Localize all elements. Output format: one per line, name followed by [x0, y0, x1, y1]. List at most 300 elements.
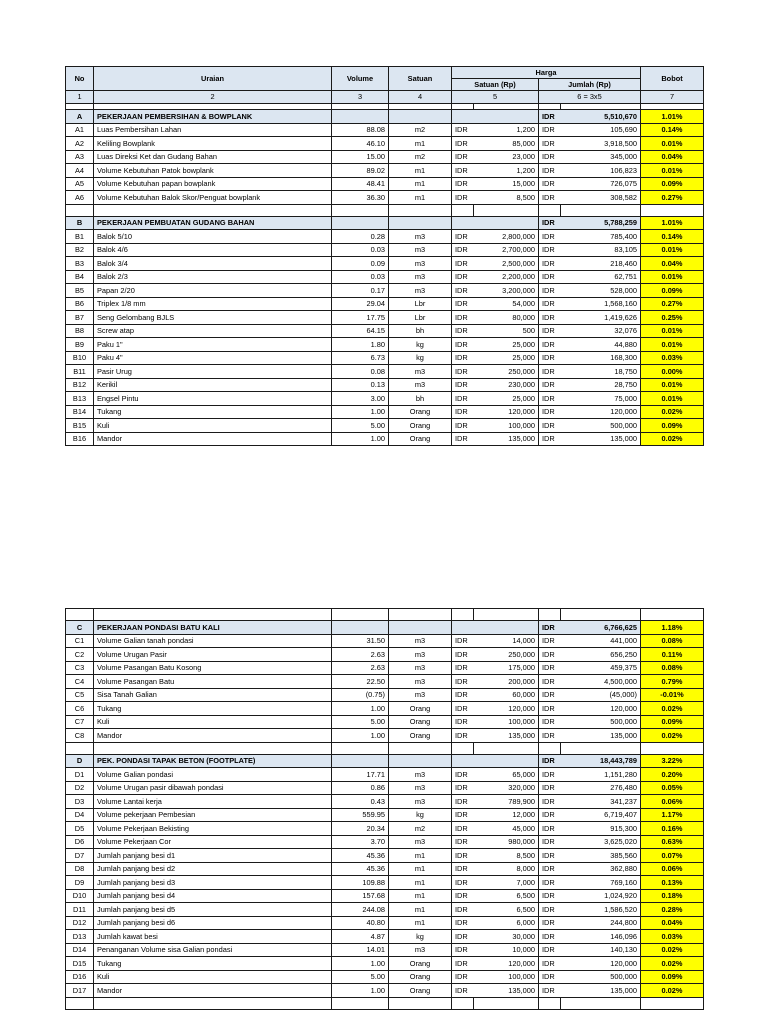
item-uraian: Pasir Urug — [94, 365, 332, 379]
empty-cell — [641, 204, 704, 216]
item-jumlah-currency: IDR — [539, 270, 561, 284]
item-volume: 1.00 — [332, 405, 389, 419]
item-satuan: m3 — [389, 284, 452, 298]
item-satuan: bh — [389, 324, 452, 338]
item-bobot: 0.04% — [641, 257, 704, 271]
item-harga-currency: IDR — [452, 419, 474, 433]
item-volume: 2.63 — [332, 661, 389, 675]
section-bobot: 3.22% — [641, 754, 704, 768]
empty-cell — [389, 204, 452, 216]
empty-cell — [561, 997, 641, 1009]
item-no: B12 — [66, 378, 94, 392]
empty-cell — [474, 742, 539, 754]
item-no: C2 — [66, 648, 94, 662]
item-harga-satuan: 8,000 — [474, 862, 539, 876]
item-satuan: m3 — [389, 943, 452, 957]
section-header-row — [66, 216, 704, 230]
item-volume: 0.13 — [332, 378, 389, 392]
item-jumlah: 385,560 — [561, 849, 641, 863]
item-harga-currency: IDR — [452, 648, 474, 662]
section-code: B — [66, 216, 94, 230]
item-satuan: m1 — [389, 916, 452, 930]
empty-cell — [66, 997, 94, 1009]
empty-cell — [332, 110, 389, 124]
item-harga-currency: IDR — [452, 702, 474, 716]
item-harga-satuan: 80,000 — [474, 311, 539, 325]
section-code: A — [66, 110, 94, 124]
item-satuan: m3 — [389, 768, 452, 782]
item-jumlah: 244,800 — [561, 916, 641, 930]
table-row — [66, 781, 704, 795]
item-no: B9 — [66, 338, 94, 352]
item-uraian: Jumlah panjang besi d3 — [94, 876, 332, 890]
item-harga-satuan: 6,500 — [474, 903, 539, 917]
item-uraian: Tukang — [94, 405, 332, 419]
section-currency: IDR — [539, 216, 561, 230]
item-jumlah-currency: IDR — [539, 419, 561, 433]
item-satuan: Orang — [389, 432, 452, 446]
item-harga-currency: IDR — [452, 768, 474, 782]
item-harga-satuan: 100,000 — [474, 715, 539, 729]
item-bobot: 0.02% — [641, 943, 704, 957]
empty-cell — [66, 742, 94, 754]
item-jumlah: 1,419,626 — [561, 311, 641, 325]
item-no: C5 — [66, 688, 94, 702]
item-no: B4 — [66, 270, 94, 284]
item-jumlah: 32,076 — [561, 324, 641, 338]
item-no: D15 — [66, 957, 94, 971]
item-bobot: 0.63% — [641, 835, 704, 849]
item-jumlah: 500,000 — [561, 419, 641, 433]
item-satuan: m3 — [389, 661, 452, 675]
item-volume: 15.00 — [332, 150, 389, 164]
table-row — [66, 768, 704, 782]
item-jumlah: 341,237 — [561, 795, 641, 809]
item-satuan: m1 — [389, 876, 452, 890]
table-row — [66, 729, 704, 743]
item-no: B6 — [66, 297, 94, 311]
item-jumlah-currency: IDR — [539, 338, 561, 352]
col-number: 7 — [641, 91, 704, 104]
empty-cell — [561, 742, 641, 754]
table-row — [66, 930, 704, 944]
item-harga-currency: IDR — [452, 889, 474, 903]
item-jumlah-currency: IDR — [539, 392, 561, 406]
item-jumlah: 168,300 — [561, 351, 641, 365]
item-satuan: m1 — [389, 889, 452, 903]
item-harga-satuan: 10,000 — [474, 943, 539, 957]
item-jumlah: 785,400 — [561, 230, 641, 244]
table-row — [66, 405, 704, 419]
item-bobot: 0.01% — [641, 243, 704, 257]
item-jumlah: 83,105 — [561, 243, 641, 257]
table-row — [66, 702, 704, 716]
item-harga-satuan: 8,500 — [474, 191, 539, 205]
item-harga-currency: IDR — [452, 365, 474, 379]
table-row — [66, 392, 704, 406]
item-bobot: 0.04% — [641, 150, 704, 164]
item-volume: 157.68 — [332, 889, 389, 903]
item-bobot: 0.14% — [641, 230, 704, 244]
item-harga-currency: IDR — [452, 243, 474, 257]
item-bobot: 0.07% — [641, 849, 704, 863]
table-row — [66, 984, 704, 998]
item-jumlah-currency: IDR — [539, 284, 561, 298]
item-no: D12 — [66, 916, 94, 930]
item-harga-satuan: 2,200,000 — [474, 270, 539, 284]
item-jumlah: 1,151,280 — [561, 768, 641, 782]
item-satuan: kg — [389, 351, 452, 365]
item-no: C6 — [66, 702, 94, 716]
item-satuan: m3 — [389, 688, 452, 702]
item-satuan: m3 — [389, 230, 452, 244]
table-row — [66, 164, 704, 178]
item-uraian: Volume Pekerjaan Cor — [94, 835, 332, 849]
col-header-satuan-rp: Satuan (Rp) — [452, 79, 539, 91]
item-harga-currency: IDR — [452, 311, 474, 325]
item-jumlah-currency: IDR — [539, 634, 561, 648]
item-harga-satuan: 320,000 — [474, 781, 539, 795]
item-uraian: Tukang — [94, 702, 332, 716]
section-bobot: 1.01% — [641, 110, 704, 124]
item-no: B15 — [66, 419, 94, 433]
item-jumlah-currency: IDR — [539, 916, 561, 930]
item-volume: 1.80 — [332, 338, 389, 352]
item-harga-currency: IDR — [452, 916, 474, 930]
item-harga-currency: IDR — [452, 191, 474, 205]
item-harga-currency: IDR — [452, 876, 474, 890]
item-satuan: Orang — [389, 970, 452, 984]
item-no: C1 — [66, 634, 94, 648]
item-jumlah-currency: IDR — [539, 862, 561, 876]
item-volume: 46.10 — [332, 137, 389, 151]
empty-cell — [332, 742, 389, 754]
item-uraian: Volume Urugan Pasir — [94, 648, 332, 662]
item-harga-satuan: 25,000 — [474, 351, 539, 365]
empty-cell — [452, 754, 474, 768]
item-volume: 0.08 — [332, 365, 389, 379]
item-bobot: 0.27% — [641, 297, 704, 311]
item-uraian: Sisa Tanah Galian — [94, 688, 332, 702]
item-harga-currency: IDR — [452, 984, 474, 998]
item-no: D7 — [66, 849, 94, 863]
empty-cell — [474, 621, 539, 635]
item-jumlah: 120,000 — [561, 957, 641, 971]
table-row — [66, 970, 704, 984]
item-jumlah-currency: IDR — [539, 781, 561, 795]
item-bobot: 0.02% — [641, 702, 704, 716]
item-bobot: 0.01% — [641, 324, 704, 338]
item-no: B16 — [66, 432, 94, 446]
item-jumlah: 105,690 — [561, 123, 641, 137]
item-bobot: 0.04% — [641, 916, 704, 930]
item-harga-satuan: 7,000 — [474, 876, 539, 890]
item-jumlah-currency: IDR — [539, 835, 561, 849]
item-harga-satuan: 3,200,000 — [474, 284, 539, 298]
item-uraian: Balok 2/3 — [94, 270, 332, 284]
item-jumlah: 656,250 — [561, 648, 641, 662]
section-currency: IDR — [539, 110, 561, 124]
item-uraian: Paku 1" — [94, 338, 332, 352]
table-row — [66, 365, 704, 379]
item-no: C4 — [66, 675, 94, 689]
item-bobot: 0.01% — [641, 378, 704, 392]
table-row — [66, 177, 704, 191]
item-jumlah: 769,160 — [561, 876, 641, 890]
item-jumlah-currency: IDR — [539, 715, 561, 729]
item-harga-satuan: 1,200 — [474, 123, 539, 137]
item-bobot: 0.00% — [641, 365, 704, 379]
item-jumlah: 120,000 — [561, 702, 641, 716]
item-bobot: 0.79% — [641, 675, 704, 689]
item-bobot: 0.13% — [641, 876, 704, 890]
item-harga-currency: IDR — [452, 150, 474, 164]
table-row — [66, 808, 704, 822]
table-row — [66, 835, 704, 849]
item-harga-satuan: 45,000 — [474, 822, 539, 836]
empty-cell — [389, 754, 452, 768]
item-volume: 0.86 — [332, 781, 389, 795]
item-no: D2 — [66, 781, 94, 795]
empty-cell — [389, 742, 452, 754]
item-harga-currency: IDR — [452, 297, 474, 311]
table-row — [66, 634, 704, 648]
item-no: D14 — [66, 943, 94, 957]
item-uraian: Balok 3/4 — [94, 257, 332, 271]
item-uraian: Mandor — [94, 984, 332, 998]
item-uraian: Kerikil — [94, 378, 332, 392]
col-header-volume: Volume — [332, 67, 389, 91]
item-jumlah-currency: IDR — [539, 351, 561, 365]
item-volume: 20.34 — [332, 822, 389, 836]
item-satuan: m2 — [389, 822, 452, 836]
item-bobot: 0.02% — [641, 405, 704, 419]
item-volume: 0.43 — [332, 795, 389, 809]
item-harga-satuan: 85,000 — [474, 137, 539, 151]
item-harga-currency: IDR — [452, 324, 474, 338]
item-volume: 45.36 — [332, 849, 389, 863]
table-row — [66, 324, 704, 338]
item-jumlah: 276,480 — [561, 781, 641, 795]
item-volume: 40.80 — [332, 916, 389, 930]
item-no: A2 — [66, 137, 94, 151]
item-no: B2 — [66, 243, 94, 257]
item-no: D11 — [66, 903, 94, 917]
item-jumlah-currency: IDR — [539, 191, 561, 205]
empty-cell — [332, 997, 389, 1009]
empty-cell — [94, 742, 332, 754]
item-satuan: m3 — [389, 243, 452, 257]
empty-cell — [539, 609, 561, 621]
empty-cell — [66, 609, 94, 621]
item-uraian: Tukang — [94, 957, 332, 971]
item-jumlah: 6,719,407 — [561, 808, 641, 822]
item-volume: 48.41 — [332, 177, 389, 191]
item-bobot: 0.02% — [641, 729, 704, 743]
item-satuan: bh — [389, 392, 452, 406]
table-row — [66, 311, 704, 325]
table-row — [66, 137, 704, 151]
table-row — [66, 270, 704, 284]
table-row — [66, 297, 704, 311]
empty-cell — [641, 609, 704, 621]
item-jumlah: 3,918,500 — [561, 137, 641, 151]
empty-cell — [641, 997, 704, 1009]
item-no: B8 — [66, 324, 94, 338]
item-harga-satuan: 100,000 — [474, 419, 539, 433]
item-bobot: 0.28% — [641, 903, 704, 917]
table-row — [66, 822, 704, 836]
item-uraian: Jumlah panjang besi d1 — [94, 849, 332, 863]
section-bobot: 1.18% — [641, 621, 704, 635]
item-uraian: Jumlah panjang besi d4 — [94, 889, 332, 903]
item-jumlah: 218,460 — [561, 257, 641, 271]
item-harga-currency: IDR — [452, 177, 474, 191]
item-uraian: Volume Galian tanah pondasi — [94, 634, 332, 648]
item-uraian: Jumlah panjang besi d6 — [94, 916, 332, 930]
item-satuan: Orang — [389, 984, 452, 998]
item-jumlah: 308,582 — [561, 191, 641, 205]
item-jumlah: 459,375 — [561, 661, 641, 675]
item-satuan: m3 — [389, 270, 452, 284]
section-header-row — [66, 754, 704, 768]
item-no: C8 — [66, 729, 94, 743]
item-bobot: 0.18% — [641, 889, 704, 903]
item-harga-currency: IDR — [452, 284, 474, 298]
item-uraian: Engsel Pintu — [94, 392, 332, 406]
item-uraian: Volume Kebutuhan papan bowplank — [94, 177, 332, 191]
col-number: 1 — [66, 91, 94, 104]
item-harga-satuan: 60,000 — [474, 688, 539, 702]
item-uraian: Triplex 1/8 mm — [94, 297, 332, 311]
item-satuan: Orang — [389, 419, 452, 433]
item-harga-currency: IDR — [452, 849, 474, 863]
item-volume: 89.02 — [332, 164, 389, 178]
item-uraian: Volume Urugan pasir dibawah pondasi — [94, 781, 332, 795]
item-jumlah-currency: IDR — [539, 324, 561, 338]
table-row — [66, 795, 704, 809]
section-header-row — [66, 110, 704, 124]
item-jumlah: 135,000 — [561, 984, 641, 998]
item-harga-satuan: 30,000 — [474, 930, 539, 944]
item-satuan: m3 — [389, 675, 452, 689]
item-harga-satuan: 135,000 — [474, 729, 539, 743]
empty-cell — [452, 997, 474, 1009]
item-uraian: Luas Direksi Ket dan Gudang Bahan — [94, 150, 332, 164]
item-uraian: Jumlah panjang besi d5 — [94, 903, 332, 917]
item-harga-satuan: 230,000 — [474, 378, 539, 392]
item-jumlah: 75,000 — [561, 392, 641, 406]
item-bobot: 0.02% — [641, 432, 704, 446]
item-harga-satuan: 2,800,000 — [474, 230, 539, 244]
table-row — [66, 943, 704, 957]
empty-cell — [389, 216, 452, 230]
item-harga-satuan: 100,000 — [474, 970, 539, 984]
item-harga-satuan: 23,000 — [474, 150, 539, 164]
table-row — [66, 957, 704, 971]
item-jumlah: 1,568,160 — [561, 297, 641, 311]
table-row — [66, 903, 704, 917]
item-jumlah-currency: IDR — [539, 297, 561, 311]
empty-cell — [539, 204, 561, 216]
item-jumlah: 18,750 — [561, 365, 641, 379]
table-row — [66, 688, 704, 702]
col-header-no: No — [66, 67, 94, 91]
item-harga-satuan: 250,000 — [474, 648, 539, 662]
item-jumlah: 528,000 — [561, 284, 641, 298]
spacer-row — [66, 609, 704, 621]
item-harga-currency: IDR — [452, 903, 474, 917]
item-uraian: Seng Gelombang BJLS — [94, 311, 332, 325]
col-header-jumlah-rp: Jumlah (Rp) — [539, 79, 641, 91]
item-volume: 109.88 — [332, 876, 389, 890]
item-uraian: Volume Kebutuhan Patok bowplank — [94, 164, 332, 178]
item-harga-satuan: 6,500 — [474, 889, 539, 903]
item-harga-satuan: 135,000 — [474, 984, 539, 998]
empty-cell — [539, 997, 561, 1009]
item-jumlah-currency: IDR — [539, 984, 561, 998]
item-no: B11 — [66, 365, 94, 379]
item-harga-satuan: 120,000 — [474, 405, 539, 419]
section-title: PEK. PONDASI TAPAK BETON (FOOTPLATE) — [94, 754, 332, 768]
item-volume: 1.00 — [332, 984, 389, 998]
item-no: B5 — [66, 284, 94, 298]
item-no: A5 — [66, 177, 94, 191]
table-row — [66, 123, 704, 137]
item-harga-currency: IDR — [452, 338, 474, 352]
item-bobot: 0.06% — [641, 795, 704, 809]
item-bobot: 0.09% — [641, 177, 704, 191]
column-number-row — [66, 91, 704, 104]
item-harga-satuan: 200,000 — [474, 675, 539, 689]
empty-cell — [474, 216, 539, 230]
item-harga-satuan: 980,000 — [474, 835, 539, 849]
item-bobot: 0.08% — [641, 634, 704, 648]
item-jumlah-currency: IDR — [539, 432, 561, 446]
item-no: B13 — [66, 392, 94, 406]
item-harga-satuan: 14,000 — [474, 634, 539, 648]
item-satuan: m3 — [389, 835, 452, 849]
empty-cell — [332, 216, 389, 230]
item-satuan: m3 — [389, 378, 452, 392]
item-volume: 1.00 — [332, 702, 389, 716]
item-satuan: m1 — [389, 849, 452, 863]
item-volume: 0.03 — [332, 243, 389, 257]
spacer-row — [66, 204, 704, 216]
item-jumlah-currency: IDR — [539, 405, 561, 419]
item-harga-currency: IDR — [452, 123, 474, 137]
item-bobot: 0.01% — [641, 137, 704, 151]
empty-cell — [452, 204, 474, 216]
item-harga-currency: IDR — [452, 405, 474, 419]
item-uraian: Keliling Bowplank — [94, 137, 332, 151]
item-harga-satuan: 25,000 — [474, 392, 539, 406]
item-satuan: Orang — [389, 729, 452, 743]
item-jumlah: 726,075 — [561, 177, 641, 191]
col-number: 2 — [94, 91, 332, 104]
item-bobot: 0.16% — [641, 822, 704, 836]
item-jumlah: 441,000 — [561, 634, 641, 648]
empty-cell — [94, 609, 332, 621]
empty-cell — [389, 621, 452, 635]
empty-cell — [94, 204, 332, 216]
item-uraian: Volume Lantai kerja — [94, 795, 332, 809]
item-jumlah: 135,000 — [561, 432, 641, 446]
item-bobot: 0.01% — [641, 164, 704, 178]
item-satuan: m3 — [389, 365, 452, 379]
spacer-row — [66, 997, 704, 1009]
item-uraian: Kuli — [94, 419, 332, 433]
